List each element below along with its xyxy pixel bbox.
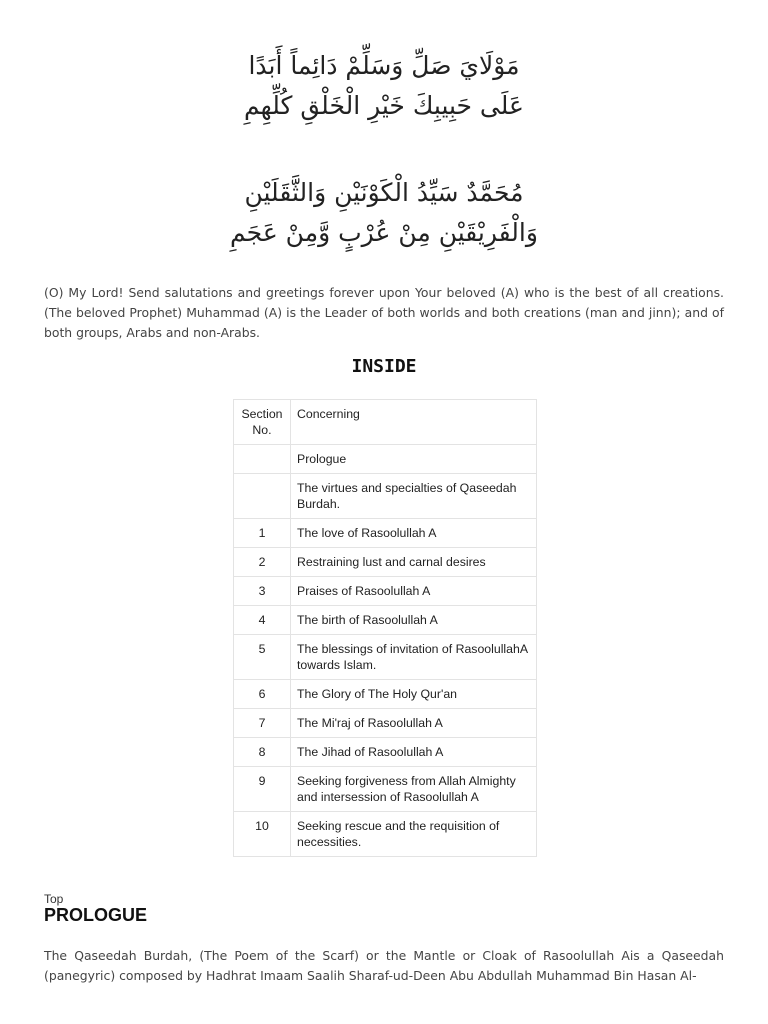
table-row xyxy=(234,680,537,709)
section-number xyxy=(234,445,291,474)
arabic-line: مُحَمَّدٌ سَيِّدُ الْكَوْنَيْنِ وَالثَّقَلَيْنِ xyxy=(244,178,524,207)
arabic-line: عَلَى حَبِيبِكَ خَيْرِ الْخَلْقِ كُلِّهِمِ xyxy=(244,91,524,120)
table-row xyxy=(234,812,537,857)
section-concerning: Seeking forgiveness from Allah Almighty and intersession of Rasoolullah A xyxy=(291,767,537,812)
table-row xyxy=(234,445,537,474)
table-row xyxy=(234,474,537,519)
section-number: 3 xyxy=(234,577,291,606)
arabic-stanza-2 xyxy=(0,173,768,253)
table-header-row xyxy=(234,400,537,445)
section-number: 2 xyxy=(234,548,291,577)
prologue-text: The Qaseedah Burdah, (The Poem of the Scarf) or the Mantle or Cloak of Rasoolullah Ais a Qaseedah (panegyric) composed by Hadhrat Imaam Saalih Sharaf-ud-Deen Abu Abdullah Muhammad Bin Hasan Al- xyxy=(44,948,724,983)
section-concerning: Restraining lust and carnal desires xyxy=(291,548,537,577)
section-number: 10 xyxy=(234,812,291,857)
table-row xyxy=(234,577,537,606)
section-concerning: The Jihad of Rasoolullah A xyxy=(291,738,537,767)
section-concerning: The love of Rasoolullah A xyxy=(291,519,537,548)
section-concerning: The Glory of The Holy Qur'an xyxy=(291,680,537,709)
arabic-stanza-1 xyxy=(0,46,768,126)
inside-title: INSIDE xyxy=(351,356,417,377)
section-concerning: Prologue xyxy=(291,445,537,474)
section-concerning: Seeking rescue and the requisition of necessities. xyxy=(291,812,537,857)
section-number: 8 xyxy=(234,738,291,767)
section-number xyxy=(234,474,291,519)
table-row xyxy=(234,606,537,635)
section-number: 6 xyxy=(234,680,291,709)
section-number: 9 xyxy=(234,767,291,812)
table-row xyxy=(234,767,537,812)
section-concerning: The virtues and specialties of Qaseedah Burdah. xyxy=(291,474,537,519)
section-concerning: Praises of Rasoolullah A xyxy=(291,577,537,606)
contents-table xyxy=(233,399,537,857)
arabic-line: وَالْفَرِيْقَيْنِ مِنْ عُرْبٍ وَّمِنْ عَجَمِ xyxy=(230,218,538,247)
table-row xyxy=(234,548,537,577)
section-number: 7 xyxy=(234,709,291,738)
prologue-heading: PROLOGUE xyxy=(44,905,148,925)
top-link[interactable]: Top xyxy=(44,892,64,906)
table-row xyxy=(234,635,537,680)
section-number: 4 xyxy=(234,606,291,635)
table-row xyxy=(234,709,537,738)
header-section-no: Section No. xyxy=(234,400,291,445)
intro-translation: (O) My Lord! Send salutations and greetings forever upon Your beloved (A) who is the best of all creations. (The beloved Prophet) Muhammad (A) is the Leader of both worlds and both creations (man and jinn); and of both groups, Arabs and non-Arabs. xyxy=(44,285,724,340)
section-number: 1 xyxy=(234,519,291,548)
section-concerning: The blessings of invitation of RasoolullahA towards Islam. xyxy=(291,635,537,680)
table-row xyxy=(234,519,537,548)
section-concerning: The birth of Rasoolullah A xyxy=(291,606,537,635)
header-concerning: Concerning xyxy=(291,400,537,445)
section-number: 5 xyxy=(234,635,291,680)
arabic-line: مَوْلَايَ صَلِّ وَسَلِّمْ دَائِماً أَبَدًا xyxy=(248,51,520,80)
table-row xyxy=(234,738,537,767)
section-concerning: The Mi'raj of Rasoolullah A xyxy=(291,709,537,738)
